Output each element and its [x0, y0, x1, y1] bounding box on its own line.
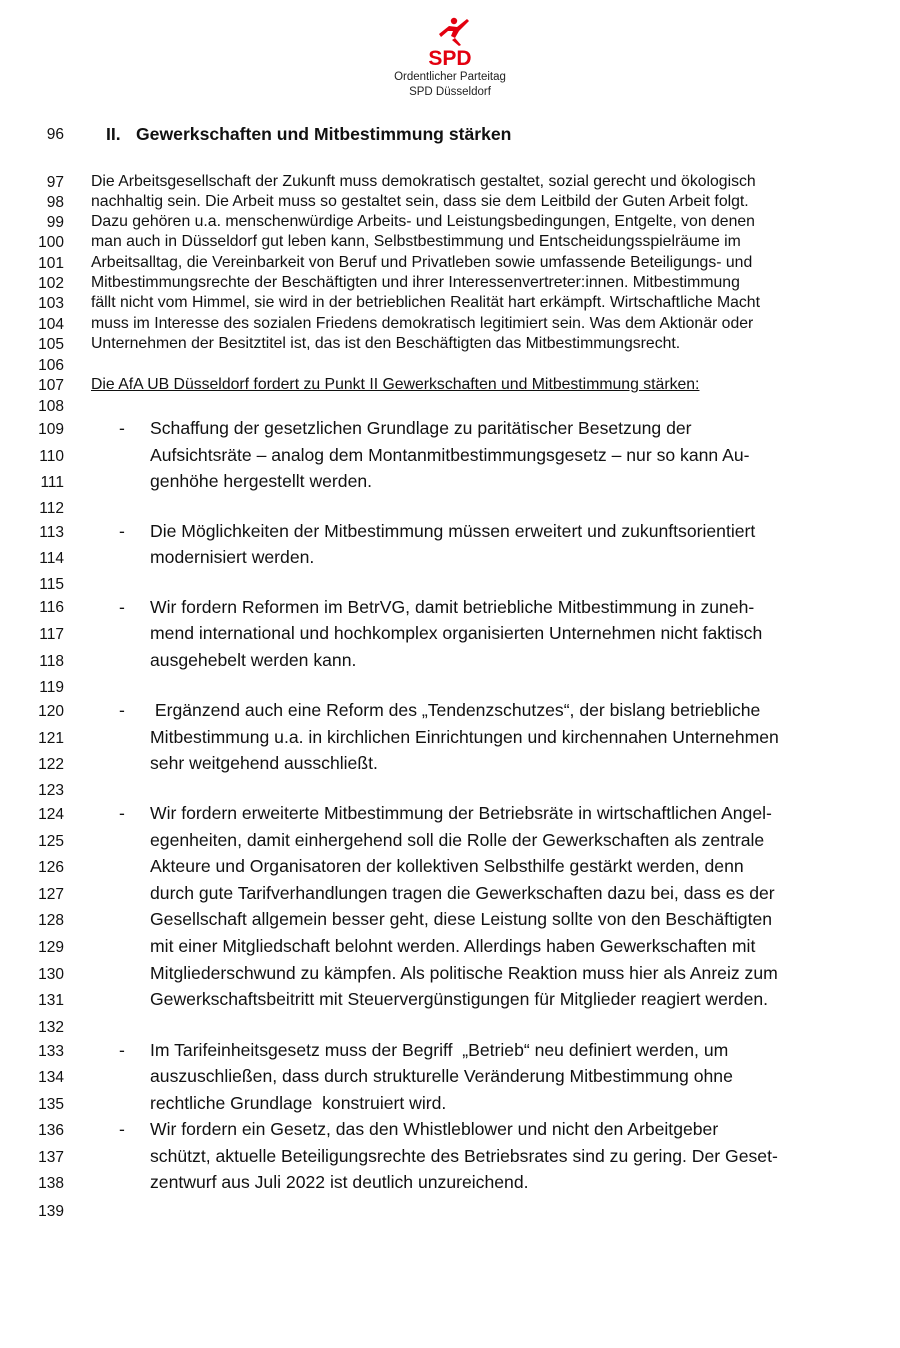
bullet-line: Aufsichtsräte – analog dem Montanmitbestimmungsgesetz – nur so kann Au-: [150, 445, 750, 465]
section-number: II.: [106, 124, 121, 144]
paragraph-line: Dazu gehören u.a. menschenwürdige Arbeits- und Leistungsbedingungen, Entgelte, von denen: [91, 213, 755, 230]
paragraph-line: muss im Interesse des sozialen Friedens demokratisch legitimiert sein. Was dem Aktionär oder: [91, 315, 754, 332]
line-number: 117: [39, 626, 64, 643]
header-line-1: Ordentlicher Parteitag: [394, 71, 506, 83]
bullet-marker: -: [119, 418, 125, 438]
bullet-line: Mitgliederschwund zu kämpfen. Als politische Reaktion muss hier als Anreiz zum: [150, 963, 778, 983]
line-number: 135: [38, 1096, 64, 1113]
bullet-line: Ergänzend auch eine Reform des „Tendenzschutzes“, der bislang betriebliche: [150, 700, 761, 720]
bullet-line: Die Möglichkeiten der Mitbestimmung müssen erweitert und zukunftsorientiert: [150, 521, 756, 541]
line-number: 132: [38, 1019, 64, 1036]
line-number: 138: [38, 1175, 64, 1192]
line-number: 114: [39, 550, 64, 567]
line-number: 121: [38, 730, 64, 747]
bullet-marker: -: [119, 803, 125, 823]
line-number: 116: [39, 599, 64, 616]
line-number: 118: [39, 653, 64, 670]
bullet-line: sehr weitgehend ausschließt.: [150, 753, 378, 773]
line-number: 122: [38, 756, 64, 773]
line-number: 128: [38, 912, 64, 929]
spd-logo-text: SPD: [428, 47, 472, 70]
line-number: 127: [38, 886, 64, 903]
line-number: 104: [38, 316, 64, 333]
line-number: 137: [38, 1149, 64, 1166]
spd-logo: [415, 14, 485, 70]
bullet-line: Wir fordern Reformen im BetrVG, damit betriebliche Mitbestimmung in zuneh-: [150, 597, 755, 617]
line-number: 120: [38, 703, 64, 720]
bullet-line: Gewerkschaftsbeitritt mit Steuervergünstigungen für Mitglieder reagiert werden.: [150, 989, 769, 1009]
paragraph-line: nachhaltig sein. Die Arbeit muss so gestaltet sein, dass sie dem Leitbild der Guten Arbeit folgt.: [91, 193, 749, 210]
line-number: 96: [46, 126, 64, 143]
bullet-line: zentwurf aus Juli 2022 ist deutlich unzureichend.: [150, 1172, 529, 1192]
bullet-marker: -: [119, 597, 125, 617]
bullet-line: modernisiert werden.: [150, 547, 315, 567]
line-number: 131: [38, 992, 64, 1009]
line-number: 107: [38, 377, 64, 394]
bullet-line: Im Tarifeinheitsgesetz muss der Begriff „Betrieb“ neu definiert werden, um: [150, 1040, 729, 1060]
line-number: 139: [38, 1203, 64, 1220]
bullet-line: Gesellschaft allgemein besser geht, diese Leistung sollte von den Beschäftigten: [150, 909, 773, 929]
line-number: 119: [39, 679, 64, 696]
paragraph-line: Die Arbeitsgesellschaft der Zukunft muss demokratisch gestaltet, sozial gerecht und ökologisch: [91, 173, 756, 190]
line-number: 123: [38, 782, 64, 799]
line-number: 110: [39, 448, 64, 465]
paragraph-line: fällt nicht vom Himmel, sie wird in der betrieblichen Realität hart erkämpft. Wirtschaftliche Macht: [91, 294, 760, 311]
line-number: 129: [38, 939, 64, 956]
line-number: 134: [38, 1069, 64, 1086]
bullet-line: Schaffung der gesetzlichen Grundlage zu paritätischer Besetzung der: [150, 418, 692, 438]
paragraph-line: Unternehmen der Besitztitel ist, das ist den Beschäftigten das Mitbestimmungsrecht.: [91, 335, 681, 352]
line-number: 133: [38, 1043, 64, 1060]
line-number: 108: [38, 398, 64, 415]
page-header: [0, 14, 900, 100]
line-number: 97: [46, 174, 64, 191]
bullet-line: rechtliche Grundlage konstruiert wird.: [150, 1093, 447, 1113]
line-number: 103: [38, 295, 64, 312]
bullet-line: mit einer Mitgliedschaft belohnt werden. Allerdings haben Gewerkschaften mit: [150, 936, 756, 956]
bullet-marker: -: [119, 700, 125, 720]
line-number: 111: [40, 474, 64, 491]
bullet-line: Akteure und Organisatoren der kollektiven Selbsthilfe gestärkt werden, denn: [150, 856, 744, 876]
bullet-line: genhöhe hergestellt werden.: [150, 471, 373, 491]
line-number: 109: [38, 421, 64, 438]
line-number: 136: [38, 1122, 64, 1139]
section-title: [106, 124, 511, 145]
bullet-line: Mitbestimmung u.a. in kirchlichen Einrichtungen und kirchennahen Unternehmen: [150, 727, 779, 747]
bullet-marker: -: [119, 521, 125, 541]
line-number: 102: [38, 275, 64, 292]
bullet-line: Wir fordern ein Gesetz, das den Whistleblower und nicht den Arbeitgeber: [150, 1119, 719, 1139]
bullet-line: auszuschließen, dass durch strukturelle Veränderung Mitbestimmung ohne: [150, 1066, 733, 1086]
paragraph-line: Arbeitsalltag, die Vereinbarkeit von Beruf und Privatleben sowie umfassende Beteiligungs- und: [91, 254, 753, 271]
paragraph-line: man auch in Düsseldorf gut leben kann, Selbstbestimmung und Entscheidungsspielräume im: [91, 233, 741, 250]
bullet-line: ausgehebelt werden kann.: [150, 650, 357, 670]
bullet-line: mend international und hochkomplex organisierten Unternehmen nicht faktisch: [150, 623, 763, 643]
line-number: 100: [38, 234, 64, 251]
line-number: 113: [39, 524, 64, 541]
line-number: 124: [38, 806, 64, 823]
bullet-line: Wir fordern erweiterte Mitbestimmung der Betriebsräte in wirtschaftlichen Angel-: [150, 803, 772, 823]
line-number: 130: [38, 966, 64, 983]
line-number: 125: [38, 833, 64, 850]
bullet-marker: -: [119, 1119, 125, 1139]
bullet-marker: -: [119, 1040, 125, 1060]
line-number: 126: [38, 859, 64, 876]
line-number: 105: [38, 336, 64, 353]
bullet-line: schützt, aktuelle Beteiligungsrechte des Betriebsrates sind zu gering. Der Geset-: [150, 1146, 778, 1166]
line-number: 101: [38, 255, 64, 272]
line-number: 112: [39, 500, 64, 517]
line-number: 106: [38, 357, 64, 374]
header-line-2: SPD Düsseldorf: [409, 86, 491, 98]
line-number: 99: [46, 214, 64, 231]
section-title-text: Gewerkschaften und Mitbestimmung stärken: [136, 124, 512, 144]
bullet-line: egenheiten, damit einhergehend soll die Rolle der Gewerkschaften als zentrale: [150, 830, 765, 850]
bullet-line: durch gute Tarifverhandlungen tragen die Gewerkschaften dazu bei, dass es der: [150, 883, 775, 903]
paragraph-line: Mitbestimmungsrechte der Beschäftigten und ihrer Interessenvertreter:innen. Mitbestimmung: [91, 274, 740, 291]
line-number: 115: [39, 576, 64, 593]
line-number: 98: [46, 194, 64, 211]
demands-heading: Die AfA UB Düsseldorf fordert zu Punkt II Gewerkschaften und Mitbestimmung stärken:: [91, 376, 700, 393]
